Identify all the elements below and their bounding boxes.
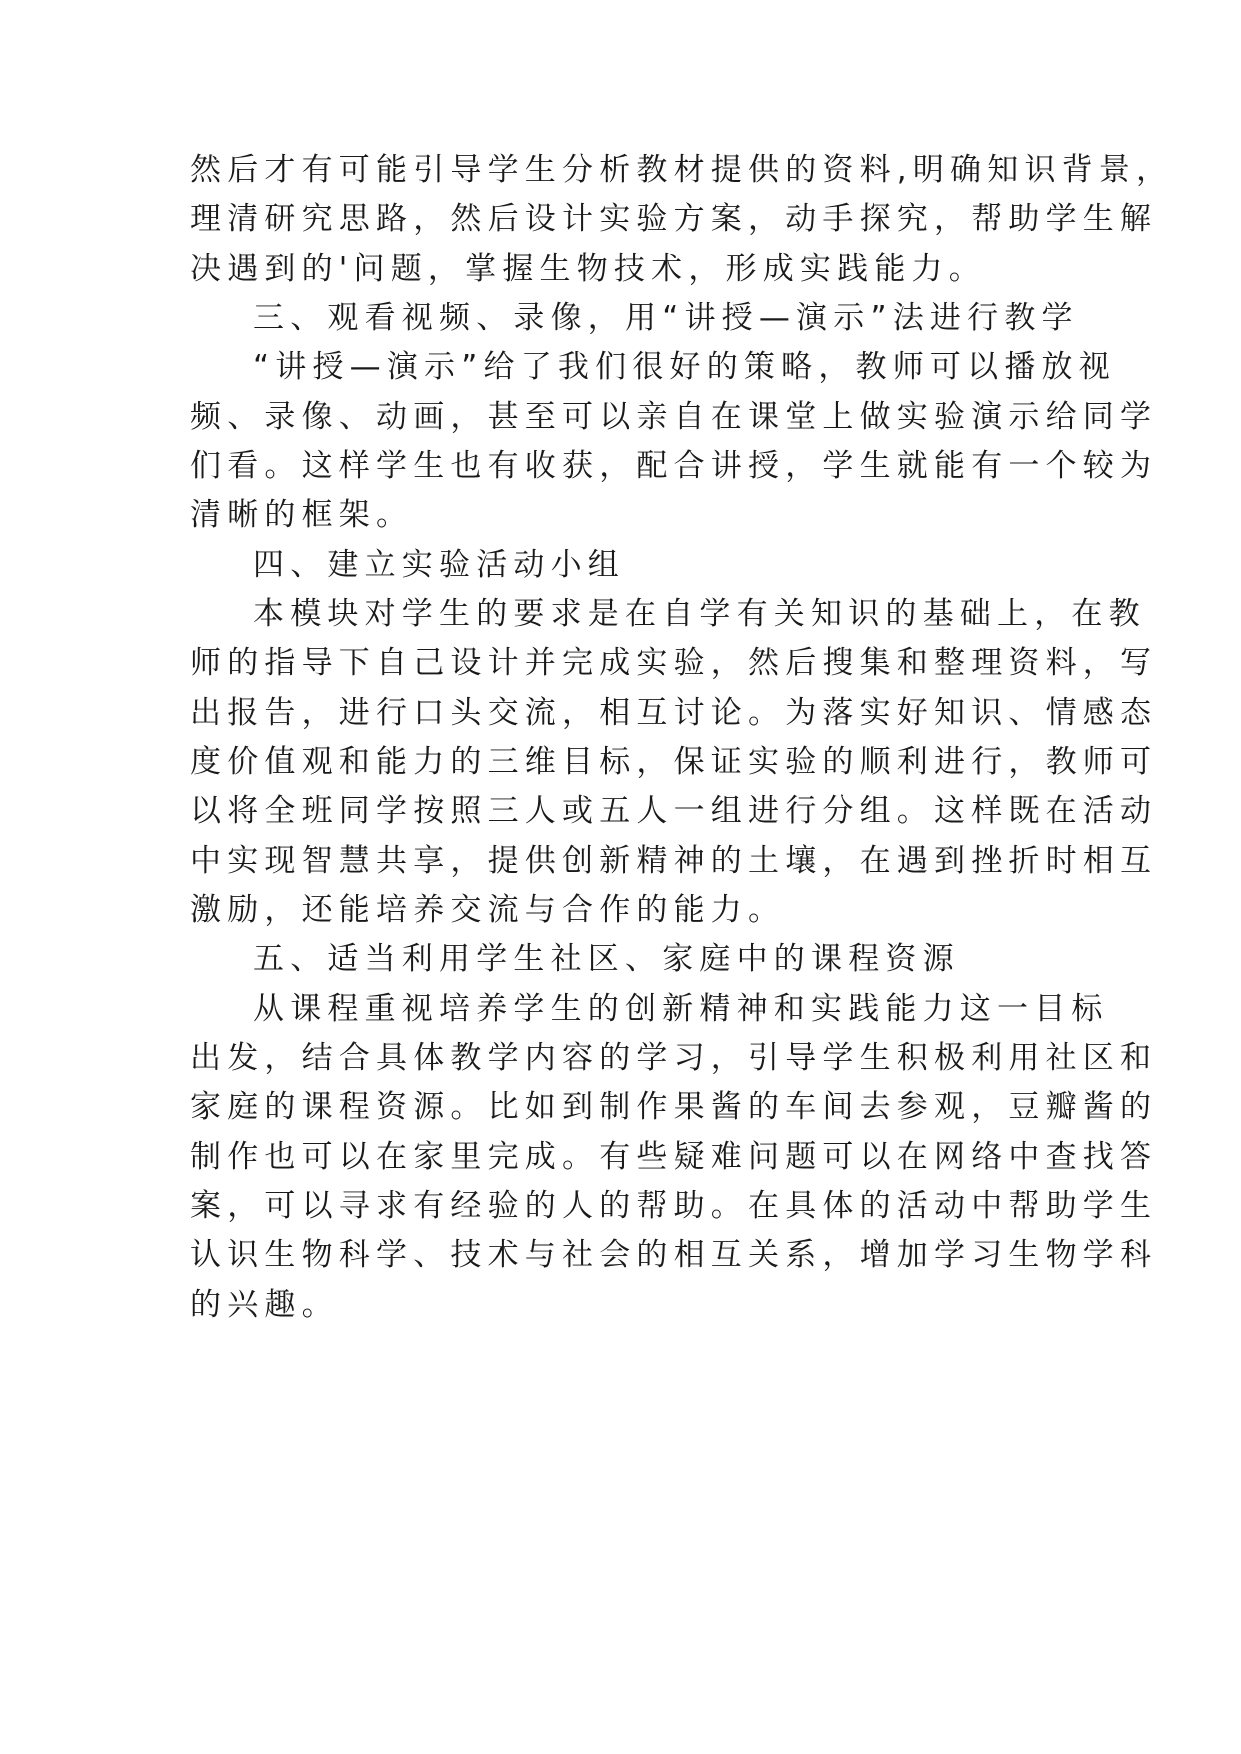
body-text-line: 案，可以寻求有经验的人的帮助。在具体的活动中帮助学生: [190, 1188, 1158, 1224]
body-text-line: 出报告，进行口头交流，相互讨论。为落实好知识、情感态: [190, 695, 1158, 731]
body-text-line: 清晰的框架。: [190, 497, 414, 533]
body-text-line: 激励，还能培养交流与合作的能力。: [190, 892, 786, 928]
body-text-line: 家庭的课程资源。比如到制作果酱的车间去参观，豆瓣酱的: [190, 1089, 1158, 1125]
body-text-line: 师的指导下自己设计并完成实验，然后搜集和整理资料，写: [190, 645, 1158, 681]
body-text-line: 然后才有可能引导学生分析教材提供的资料,明确知识背景，: [190, 152, 1174, 188]
section-heading: 四、建立实验活动小组: [253, 547, 625, 583]
body-text-line: 们看。这样学生也有收获，配合讲授，学生就能有一个较为: [190, 448, 1158, 484]
body-text-line: 理清研究思路，然后设计实验方案，动手探究，帮助学生解: [190, 201, 1158, 237]
body-text-line: 出发，结合具体教学内容的学习，引导学生积极利用社区和: [190, 1040, 1158, 1076]
body-text-line: 以将全班同学按照三人或五人一组进行分组。这样既在活动: [190, 793, 1158, 829]
body-text-line: 度价值观和能力的三维目标，保证实验的顺利进行，教师可: [190, 744, 1158, 780]
body-text-line: 制作也可以在家里完成。有些疑难问题可以在网络中查找答: [190, 1139, 1158, 1175]
body-text-line: 认识生物科学、技术与社会的相互关系，增加学习生物学科: [190, 1237, 1158, 1273]
section-heading: 五、适当利用学生社区、家庭中的课程资源: [253, 941, 960, 977]
body-text-line: 本模块对学生的要求是在自学有关知识的基础上，在教: [253, 596, 1146, 632]
body-text-line: “讲授—演示”给了我们很好的策略，教师可以播放视: [253, 349, 1116, 385]
body-text-line: 从课程重视培养学生的创新精神和实践能力这一目标: [253, 991, 1109, 1027]
body-text-line: 频、录像、动画，甚至可以亲自在课堂上做实验演示给同学: [190, 399, 1158, 435]
section-heading: 三、观看视频、录像，用“讲授—演示”法进行教学: [253, 300, 1079, 336]
body-text-line: 的兴趣。: [190, 1287, 339, 1323]
body-text-line: 决遇到的'问题，掌握生物技术，形成实践能力。: [190, 251, 986, 287]
body-text-line: 中实现智慧共享，提供创新精神的土壤，在遇到挫折时相互: [190, 843, 1158, 879]
